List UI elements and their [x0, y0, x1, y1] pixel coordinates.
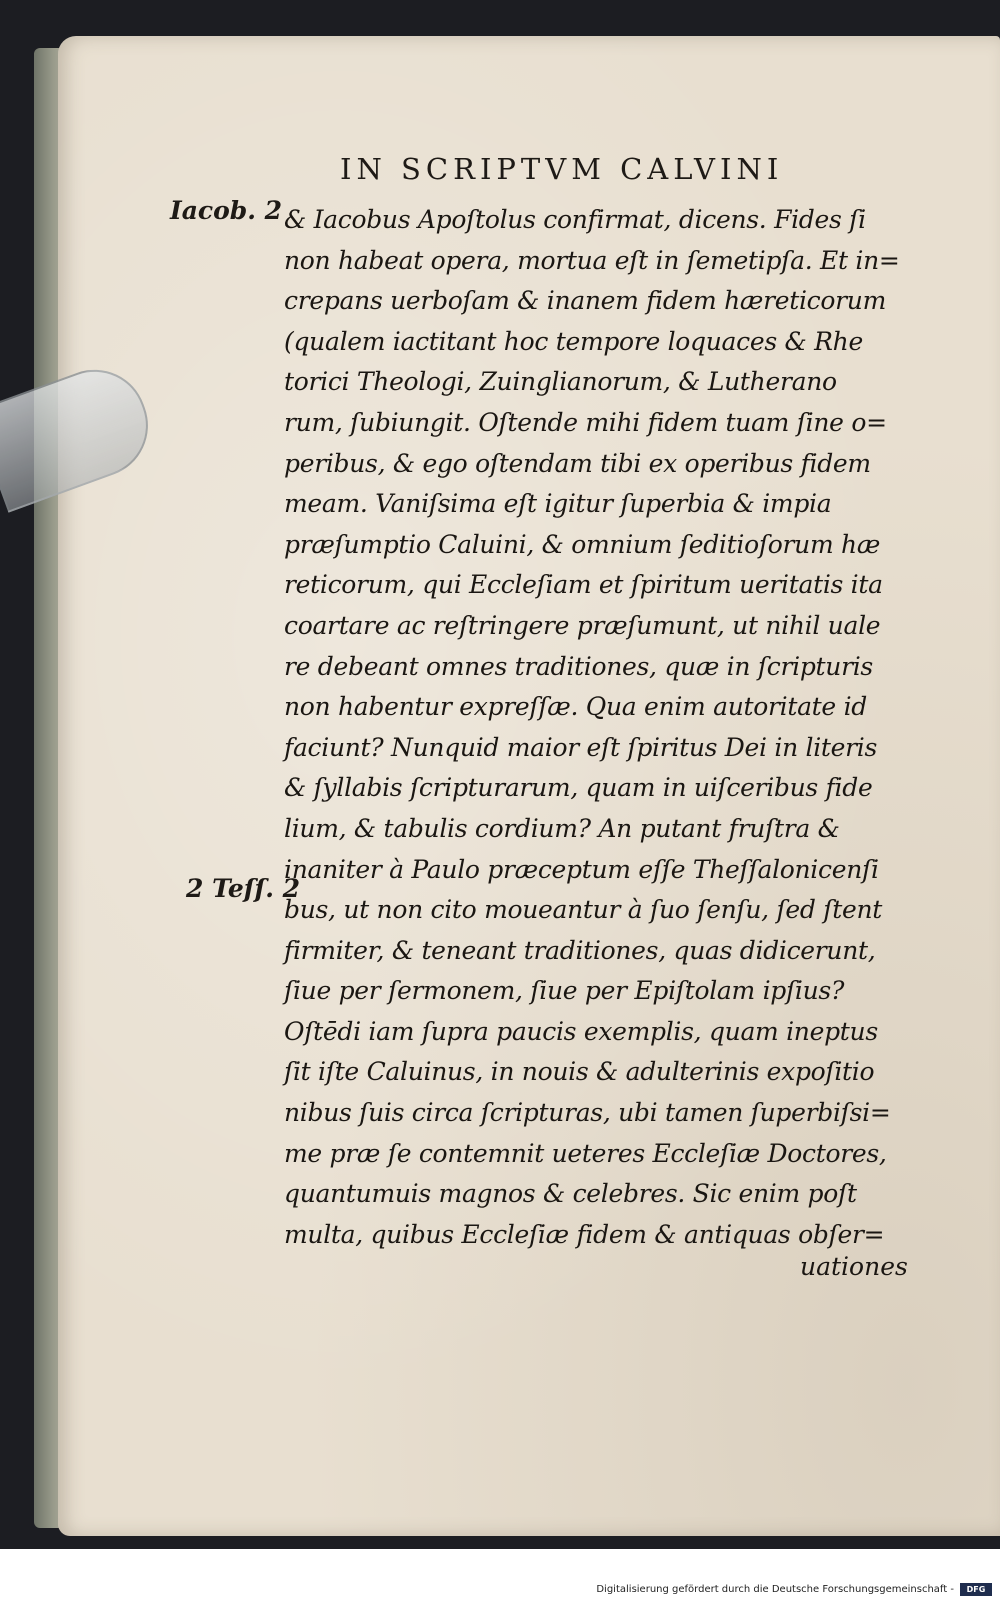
text-line: multa, quibus Eccleſiæ fidem & antiquas obſer= — [284, 1219, 885, 1249]
text-line: præſumptio Caluini, & omnium ſeditioſorum hæ — [284, 529, 881, 559]
text-line: lium, & tabulis cordium? An putant fruſtra & — [284, 813, 840, 843]
margin-note-tess: 2 Teſſ. 2 — [186, 874, 301, 903]
text-line: me præ ſe contemnit ueteres Eccleſiæ Doctores, — [284, 1138, 887, 1168]
text-line: torici Theologi, Zuinglianorum, & Lutherano — [284, 367, 837, 397]
running-head: IN SCRIPTVM CALVINI — [340, 152, 784, 186]
text-line: faciunt? Nunquid maior eſt ſpiritus Dei in literis — [284, 732, 878, 762]
catchword: uationes — [800, 1252, 908, 1281]
text-line: non habentur expreſſæ. Qua enim autoritate id — [284, 692, 867, 722]
text-line: re debeant omnes traditiones, quæ in ſcripturis — [284, 651, 873, 681]
text-line: (qualem iactitant hoc tempore loquaces & Rhe — [284, 326, 863, 356]
text-line: bus, ut non cito moueantur à ſuo ſenſu, ſed ſtent — [284, 895, 883, 925]
text-line: inaniter à Paulo præceptum eſſe Theſſalonicenſi — [284, 854, 879, 884]
text-line: nibus ſuis circa ſcripturas, ubi tamen ſuperbiſsi= — [284, 1098, 891, 1128]
text-line: firmiter, & teneant traditiones, quas didicerunt, — [284, 935, 876, 965]
text-line: meam. Vaniſsima eſt igitur ſuperbia & impia — [284, 489, 832, 519]
margin-note-iacob: Iacob. 2 — [170, 196, 283, 225]
text-line: reticorum, qui Eccleſiam et ſpiritum ueritatis ita — [284, 570, 883, 600]
body-text — [284, 200, 924, 1255]
text-line: coartare ac reſtringere præſumunt, ut nihil uale — [284, 610, 881, 640]
text-line: & Iacobus Apoſtolus confirmat, dicens. Fides ſi — [284, 205, 866, 234]
funding-credit: Digitalisierung gefördert durch die Deutsche Forschungsgemeinschaft - — [596, 1584, 954, 1595]
text-line: quantumuis magnos & celebres. Sic enim poſt — [284, 1179, 857, 1209]
text-line: rum, ſubiungit. Oſtende mihi fidem tuam ſine o= — [284, 407, 887, 437]
text-line: Oſtēdi iam ſupra paucis exemplis, quam ineptus — [284, 1016, 878, 1046]
text-line: & ſyllabis ſcripturarum, quam in uiſceribus fide — [284, 773, 873, 803]
text-line: crepans uerboſam & inanem fidem hæreticorum — [284, 286, 886, 316]
dfg-logo: DFG — [960, 1583, 992, 1596]
text-line: ſiue per ſermonem, ſiue per Epiſtolam ipſius? — [284, 976, 845, 1006]
digitization-footer — [0, 1549, 1000, 1599]
text-line: ſit iſte Caluinus, in nouis & adulterinis expoſitio — [284, 1057, 875, 1087]
text-line: non habeat opera, mortua eſt in ſemetipſa. Et in= — [284, 245, 900, 275]
text-line: peribus, & ego oſtendam tibi ex operibus fidem — [284, 448, 871, 478]
